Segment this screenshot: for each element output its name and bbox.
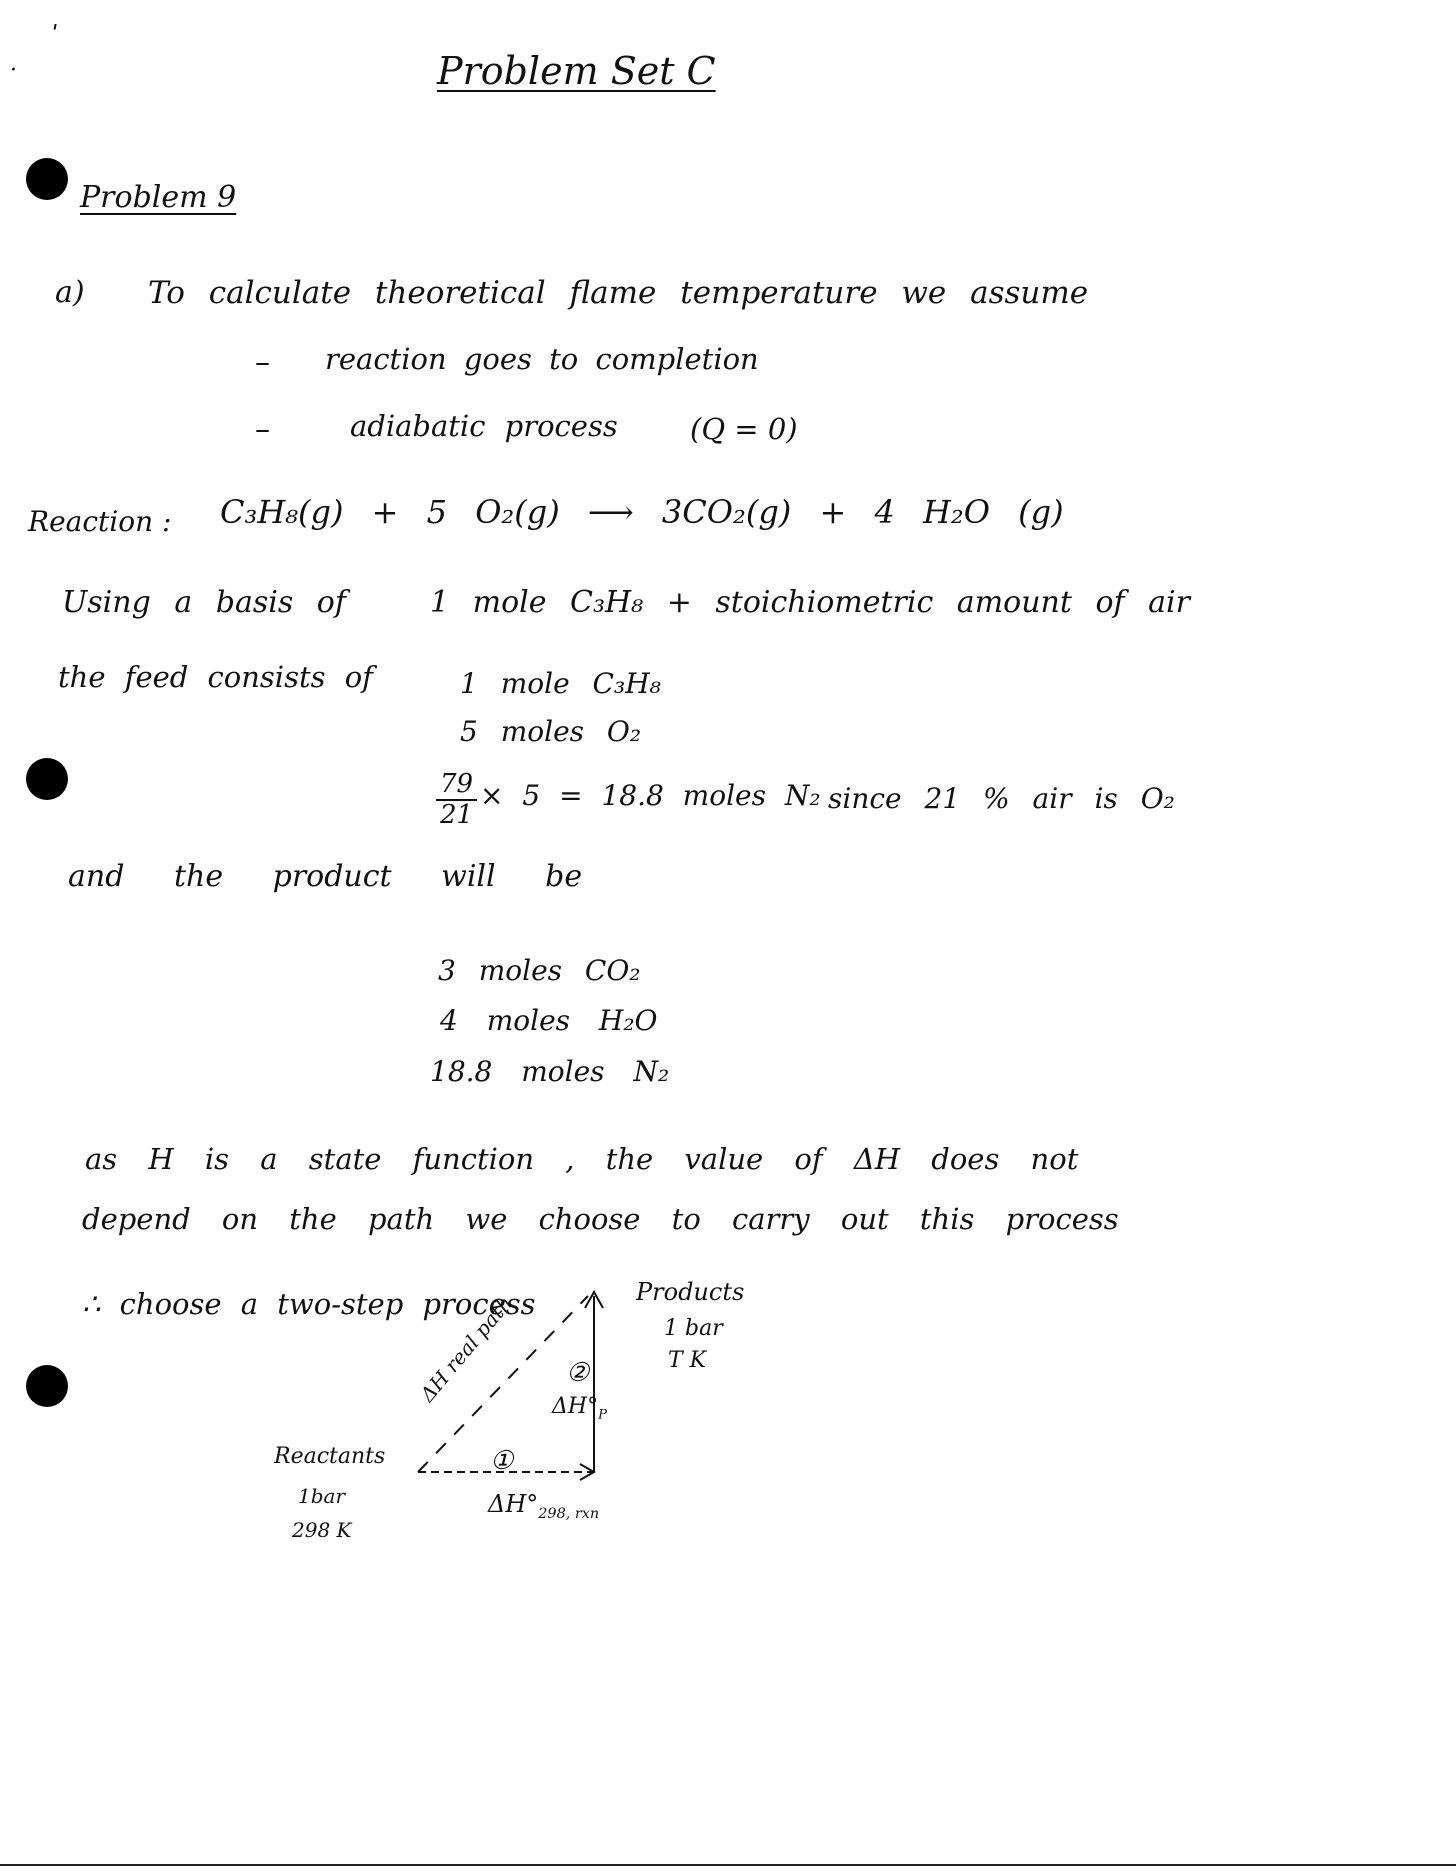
n2-calculation: × 5 = 18.8 moles N₂ — [480, 779, 821, 812]
products-temperature: T K — [668, 1348, 707, 1373]
assumption-1: reaction goes to completion — [325, 342, 759, 376]
step1-subscript: 298, rxn — [538, 1505, 600, 1522]
feed-intro: the feed consists of — [58, 660, 373, 694]
reactants-pressure: 1bar — [298, 1484, 346, 1508]
two-step-line: ∴ choose a two-step process — [82, 1287, 536, 1321]
page-bottom-rule — [0, 1864, 1456, 1866]
step1-symbol: ΔH° — [488, 1490, 539, 1518]
basis-value: 1 mole C₃H₈ + stoichiometric amount of air — [430, 585, 1190, 620]
part-label: a) — [55, 275, 85, 310]
real-path-label: ΔH real path — [415, 1291, 518, 1407]
page-title: Problem Set C — [437, 49, 716, 93]
n2-reason: since 21 % air is O₂ — [828, 782, 1175, 815]
scan-mark: ˈ — [52, 22, 59, 47]
section-heading: Problem 9 — [80, 180, 237, 215]
state-function-line: depend on the path we choose to carry out this process — [82, 1202, 1119, 1236]
fraction-denominator: 21 — [440, 799, 474, 830]
assumption-2: adiabatic process — [350, 409, 618, 443]
products-pressure: 1 bar — [664, 1316, 723, 1341]
product-intro: and the product will be — [68, 859, 583, 894]
reaction-equation: C₃H₈(g) + 5 O₂(g) ⟶ 3CO₂(g) + 4 H₂O (g) — [220, 493, 1064, 531]
product-item: 18.8 moles N₂ — [430, 1055, 670, 1088]
reactants-label: Reactants — [274, 1444, 386, 1469]
product-item: 4 moles H₂O — [440, 1004, 658, 1037]
step2-symbol: ΔH° — [552, 1394, 599, 1419]
state-function-line: as H is a state function , the value of ΔH does not — [85, 1142, 1079, 1176]
basis-line: Using a basis of — [62, 585, 346, 620]
assumption-intro: To calculate theoretical flame temperature we assume — [148, 275, 1089, 311]
feed-item: 1 mole C₃H₈ — [460, 667, 661, 700]
step2-subscript: P — [598, 1407, 607, 1423]
step1-marker: ① — [490, 1446, 514, 1476]
reactants-temperature: 298 K — [292, 1518, 352, 1542]
step2-marker: ② — [566, 1358, 590, 1388]
step2-label — [552, 1396, 607, 1422]
assumption-2-note: (Q = 0) — [690, 412, 798, 446]
dash: – — [255, 412, 270, 447]
scan-mark: · — [10, 58, 17, 83]
step1-label — [488, 1492, 599, 1521]
feed-item: 5 moles O₂ — [460, 715, 642, 748]
reaction-label: Reaction : — [28, 505, 172, 538]
product-item: 3 moles CO₂ — [438, 954, 641, 987]
products-label: Products — [636, 1278, 745, 1306]
fraction-numerator: 79 — [436, 770, 477, 801]
dash: – — [255, 345, 270, 380]
